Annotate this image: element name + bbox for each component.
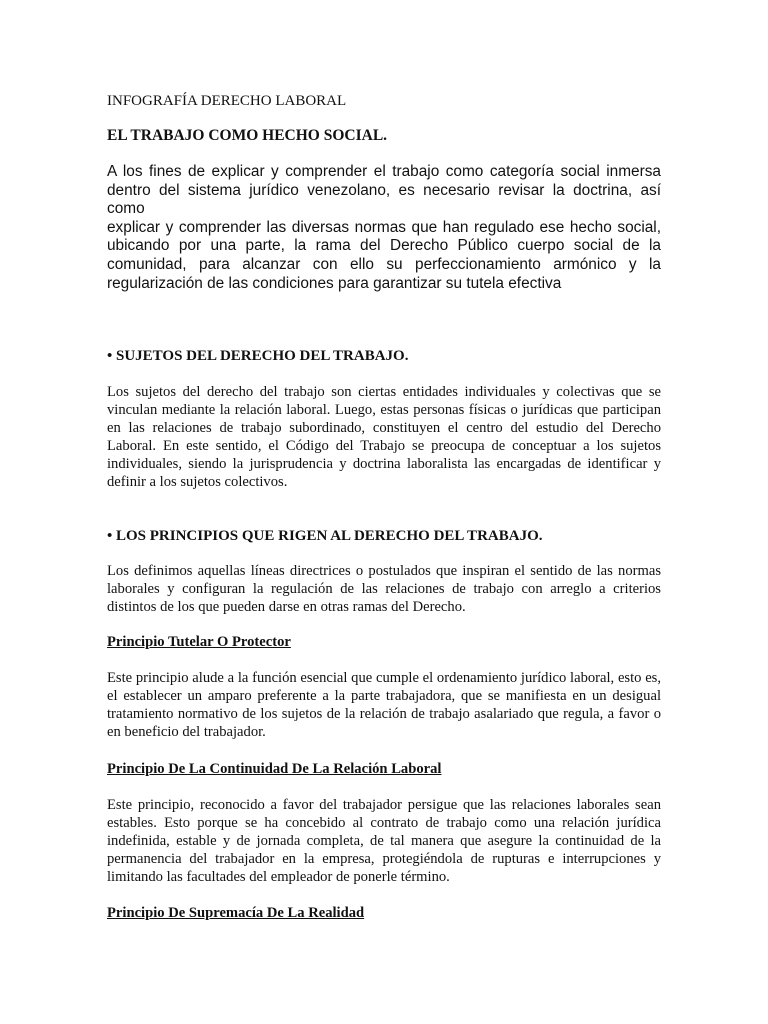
- principle-heading-supremacia: Principio De Supremacía De La Realidad: [107, 905, 365, 921]
- principios-paragraph: Los definimos aquellas líneas directrices o postulados que inspiran el sentido de las normas laborales y configuran la regulación de las relaciones de trabajo con arreglo a criterios distintos de los que pueden darse en otras ramas del Derecho.: [107, 563, 661, 615]
- principle-text-continuidad: Este principio, reconocido a favor del trabajador persigue que las relaciones laborales sean estables. Esto porque se ha concebido al contrato de trabajo como una relación jurídica indefinida, estable y de jornada completa, de tal manera que asegure la continuidad de la permanencia del trabajador en la empresa, protegiéndola de rupturas e interrupciones y limitando las facultades del empleador de ponerle término.: [107, 797, 661, 885]
- intro-paragraph-part-2: explicar y comprender las diversas normas que han regulado ese hecho social, ubicando por una parte, la rama del Derecho Público cuerpo social de la comunidad, para alcanzar con ello su perfeccionamiento armónico y la regularización de las condiciones para garantizar su tutela efectiva: [107, 218, 661, 292]
- principle-heading-tutelar: Principio Tutelar O Protector: [107, 634, 291, 650]
- principle-heading-continuidad: Principio De La Continuidad De La Relación Laboral: [107, 761, 442, 777]
- section-heading-sujetos: • SUJETOS DEL DERECHO DEL TRABAJO.: [107, 348, 409, 364]
- intro-paragraph: [107, 163, 661, 293]
- document-title: INFOGRAFÍA DERECHO LABORAL: [107, 93, 347, 109]
- intro-paragraph-part-1: A los fines de explicar y comprender el trabajo como categoría social inmersa dentro del sistema jurídico venezolano, es necesario revisar la doctrina, así como: [107, 163, 661, 218]
- sujetos-paragraph: Los sujetos del derecho del trabajo son ciertas entidades individuales y colectivas que se vinculan mediante la relación laboral. Luego, estas personas físicas o jurídicas que participan en las relaciones de trabajo subordinado, constituyen el centro del estudio del Derecho Laboral. En este sentido, el Código del Trabajo se preocupa de conceptuar a los sujetos individuales, siendo la jurisprudencia y doctrina laboralista las encargadas de identificar y definir a los sujetos colectivos.: [107, 384, 661, 490]
- principle-text-tutelar: Este principio alude a la función esencial que cumple el ordenamiento jurídico laboral, esto es, el establecer un amparo preferente a la parte trabajadora, que se manifiesta en un desigual tratamiento normativo de los sujetos de la relación de trabajo asalariado que regula, a favor o en beneficio del trabajador.: [107, 670, 661, 740]
- section-heading-principios: • LOS PRINCIPIOS QUE RIGEN AL DERECHO DEL TRABAJO.: [107, 528, 543, 544]
- section-heading-trabajo-hecho-social: EL TRABAJO COMO HECHO SOCIAL.: [107, 127, 388, 144]
